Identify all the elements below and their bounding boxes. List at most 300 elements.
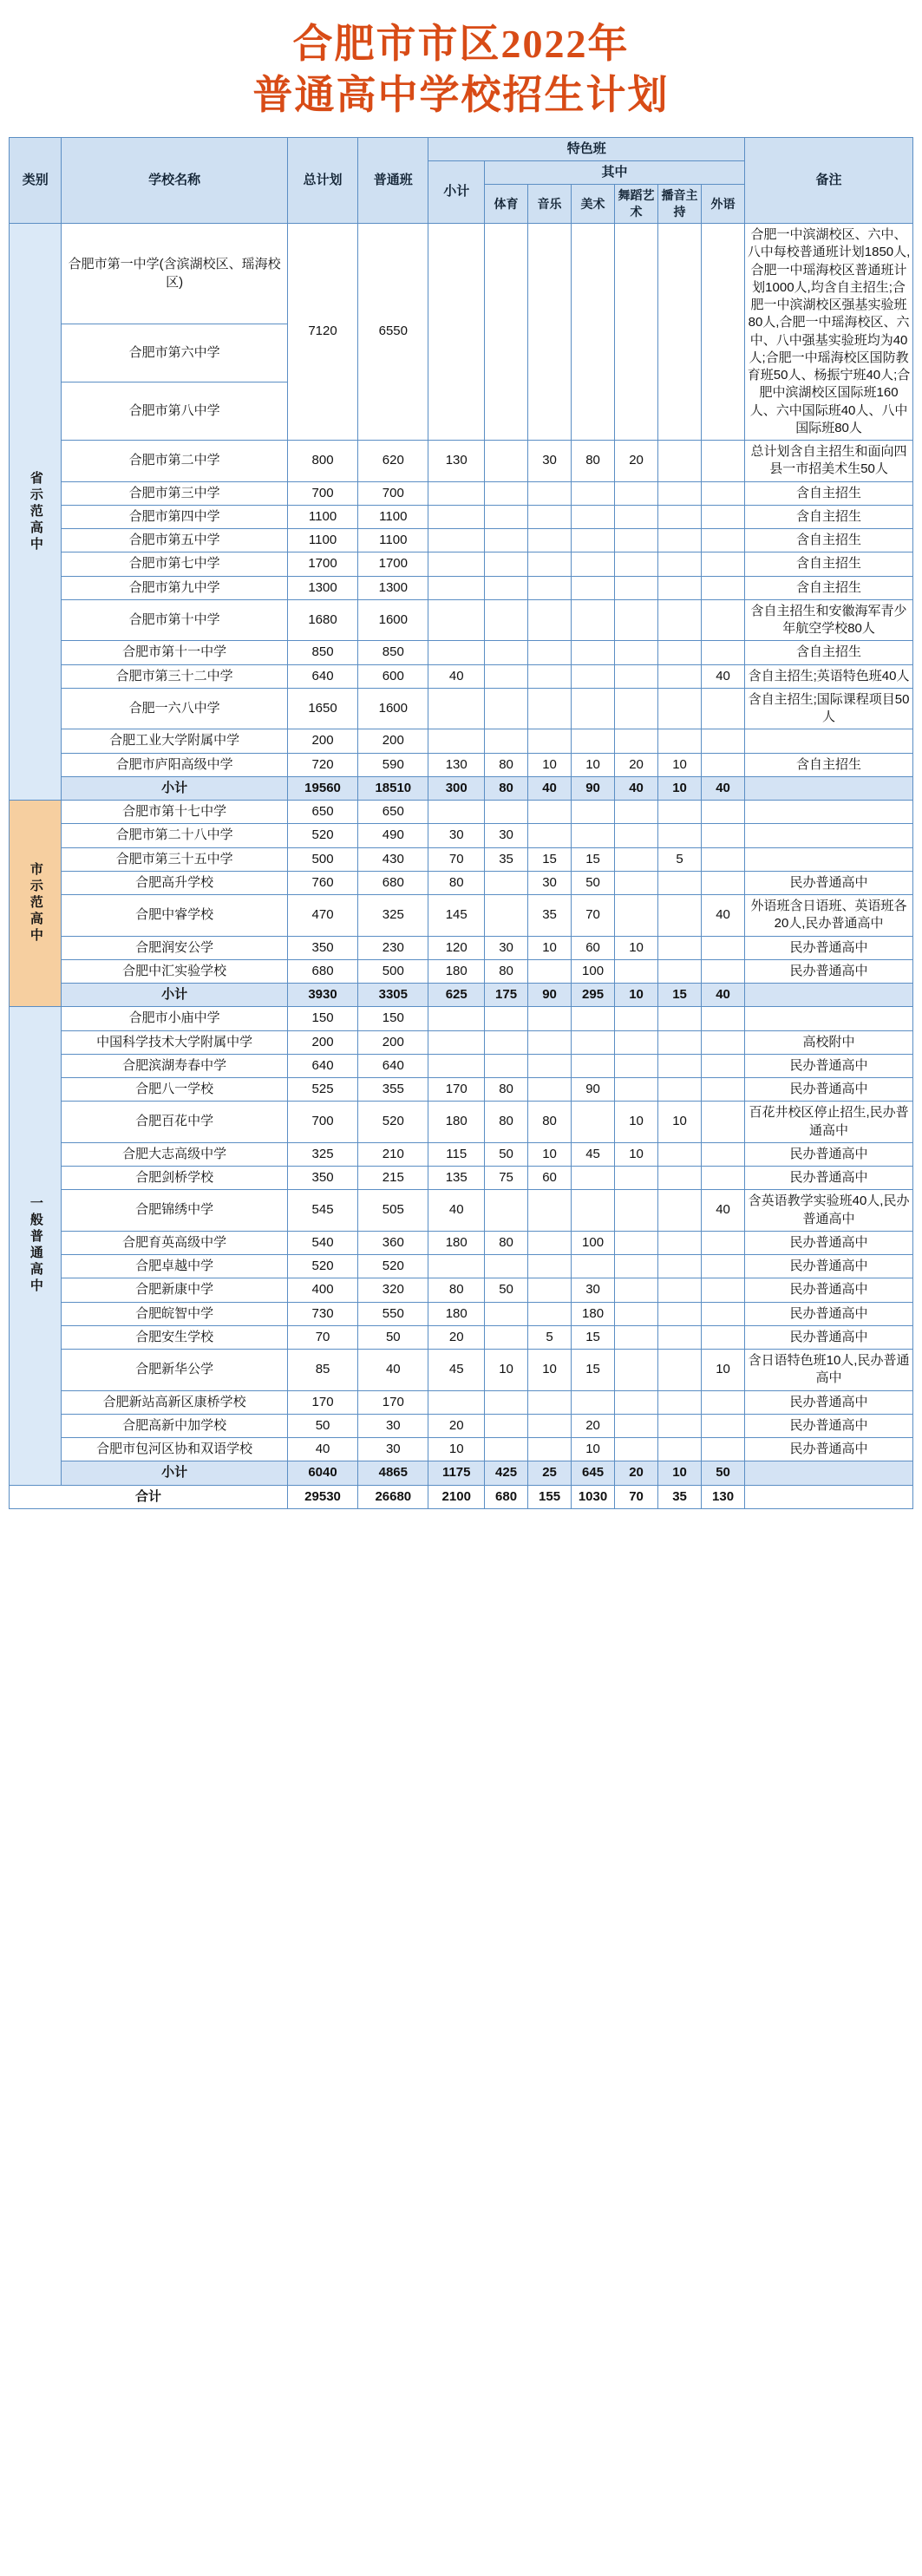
value-normal: 490 (358, 824, 428, 847)
table-row (10, 1438, 913, 1461)
value-total: 1100 (287, 529, 357, 552)
school-name: 合肥锦绣中学 (62, 1190, 287, 1232)
value-host (658, 729, 702, 753)
value-art: 30 (572, 1278, 615, 1302)
note-cell (745, 729, 913, 753)
value-subtotal: 20 (428, 1414, 485, 1437)
value-subtotal: 40 (428, 664, 485, 688)
subtotal-note (745, 984, 913, 1007)
value-subtotal (428, 552, 485, 576)
value-music (528, 224, 572, 441)
school-name: 合肥中睿学校 (62, 895, 287, 937)
value-foreign (702, 441, 745, 482)
school-name: 合肥育英高级中学 (62, 1231, 287, 1254)
value-normal: 150 (358, 1007, 428, 1030)
value-host (658, 688, 702, 729)
note-cell: 民办普通高中 (745, 1325, 913, 1349)
value-normal: 200 (358, 729, 428, 753)
subtotal-total: 19560 (287, 776, 357, 800)
value-subtotal: 40 (428, 1190, 485, 1232)
value-art: 90 (572, 1078, 615, 1102)
table-row (10, 552, 913, 576)
school-name: 合肥市第八中学 (62, 382, 287, 441)
table-row (10, 441, 913, 482)
table-row (10, 1390, 913, 1414)
value-normal: 1600 (358, 688, 428, 729)
value-art (572, 599, 615, 641)
value-total: 40 (287, 1438, 357, 1461)
value-subtotal (428, 505, 485, 528)
school-name: 合肥百花中学 (62, 1102, 287, 1143)
value-total: 760 (287, 871, 357, 894)
grand-total-foreign: 130 (702, 1485, 745, 1508)
value-music: 80 (528, 1102, 572, 1143)
school-name: 合肥市第十中学 (62, 599, 287, 641)
value-subtotal: 135 (428, 1167, 485, 1190)
value-sport (485, 529, 528, 552)
value-music (528, 641, 572, 664)
value-total: 1100 (287, 505, 357, 528)
value-host (658, 1438, 702, 1461)
note-cell: 民办普通高中 (745, 1054, 913, 1077)
value-host (658, 552, 702, 576)
value-music: 10 (528, 1142, 572, 1166)
subtotal-music: 25 (528, 1461, 572, 1485)
value-normal: 520 (358, 1102, 428, 1143)
value-dance (615, 1190, 658, 1232)
subtotal-art: 295 (572, 984, 615, 1007)
value-foreign (702, 1167, 745, 1190)
subtotal-music: 40 (528, 776, 572, 800)
value-normal: 50 (358, 1325, 428, 1349)
value-foreign (702, 1255, 745, 1278)
th-foreign: 外语 (702, 185, 745, 224)
value-normal: 520 (358, 1255, 428, 1278)
value-foreign: 40 (702, 1190, 745, 1232)
value-foreign (702, 1231, 745, 1254)
table-row (10, 1278, 913, 1302)
value-music: 10 (528, 1350, 572, 1391)
note-cell: 民办普通高中 (745, 936, 913, 959)
value-foreign (702, 871, 745, 894)
value-music (528, 505, 572, 528)
value-host (658, 1078, 702, 1102)
value-host (658, 895, 702, 937)
value-foreign (702, 641, 745, 664)
value-sport (485, 729, 528, 753)
value-host (658, 1231, 702, 1254)
value-total: 400 (287, 1278, 357, 1302)
value-normal: 30 (358, 1414, 428, 1437)
value-dance (615, 959, 658, 983)
school-name: 合肥新站高新区康桥学校 (62, 1390, 287, 1414)
table-row (10, 505, 913, 528)
value-foreign (702, 688, 745, 729)
value-dance: 10 (615, 1142, 658, 1166)
subtotal-sport: 175 (485, 984, 528, 1007)
value-foreign (702, 481, 745, 505)
value-subtotal (428, 1054, 485, 1077)
value-music: 30 (528, 871, 572, 894)
value-subtotal: 70 (428, 847, 485, 871)
th-subtotal: 小计 (428, 161, 485, 224)
value-host (658, 1390, 702, 1414)
value-dance (615, 1231, 658, 1254)
value-foreign (702, 1142, 745, 1166)
school-name: 合肥市包河区协和双语学校 (62, 1438, 287, 1461)
table-row (10, 1255, 913, 1278)
value-host (658, 1030, 702, 1054)
value-host (658, 936, 702, 959)
grand-total-label: 合计 (10, 1485, 288, 1508)
table-row (10, 1190, 913, 1232)
value-normal: 170 (358, 1390, 428, 1414)
value-normal: 620 (358, 441, 428, 482)
value-normal: 320 (358, 1278, 428, 1302)
th-sport: 体育 (485, 185, 528, 224)
note-cell: 总计划含自主招生和面向四县一市招美术生50人 (745, 441, 913, 482)
value-subtotal (428, 224, 485, 441)
value-subtotal: 180 (428, 1302, 485, 1325)
value-music (528, 801, 572, 824)
note-cell: 民办普通高中 (745, 1078, 913, 1102)
note-cell: 含自主招生 (745, 753, 913, 776)
value-sport: 50 (485, 1142, 528, 1166)
value-dance: 10 (615, 936, 658, 959)
value-foreign (702, 801, 745, 824)
grand-total-subtotal: 2100 (428, 1485, 485, 1508)
value-host (658, 1167, 702, 1190)
value-sport (485, 895, 528, 937)
school-name: 合肥新康中学 (62, 1278, 287, 1302)
value-host (658, 599, 702, 641)
value-dance (615, 824, 658, 847)
title-line-1: 合肥市市区2022年 (292, 22, 630, 66)
value-art (572, 1054, 615, 1077)
value-art: 50 (572, 871, 615, 894)
note-cell: 含英语教学实验班40人,民办普通高中 (745, 1190, 913, 1232)
value-sport (485, 441, 528, 482)
subtotal-total: 3930 (287, 984, 357, 1007)
school-name: 合肥高新中加学校 (62, 1414, 287, 1437)
value-subtotal (428, 1030, 485, 1054)
value-total: 520 (287, 824, 357, 847)
table-row (10, 1054, 913, 1077)
value-subtotal: 115 (428, 1142, 485, 1166)
value-host: 10 (658, 753, 702, 776)
value-sport: 30 (485, 936, 528, 959)
value-foreign (702, 1414, 745, 1437)
school-name: 合肥市第三十二中学 (62, 664, 287, 688)
value-dance (615, 1030, 658, 1054)
value-art (572, 1007, 615, 1030)
value-art: 100 (572, 959, 615, 983)
value-music (528, 1231, 572, 1254)
table-row (10, 1414, 913, 1437)
subtotal-sport: 80 (485, 776, 528, 800)
school-name: 合肥市第十一中学 (62, 641, 287, 664)
value-dance: 20 (615, 753, 658, 776)
value-music (528, 1190, 572, 1232)
subtotal-dance: 20 (615, 1461, 658, 1485)
value-music (528, 1054, 572, 1077)
subtotal-sport: 425 (485, 1461, 528, 1485)
value-sport (485, 1255, 528, 1278)
value-sport (485, 1438, 528, 1461)
value-sport (485, 1302, 528, 1325)
value-art (572, 505, 615, 528)
th-category: 类别 (10, 137, 62, 223)
value-art (572, 801, 615, 824)
subtotal-subtotal: 625 (428, 984, 485, 1007)
value-foreign (702, 1030, 745, 1054)
value-music (528, 824, 572, 847)
value-foreign (702, 1302, 745, 1325)
value-subtotal: 80 (428, 1278, 485, 1302)
value-normal: 210 (358, 1142, 428, 1166)
value-subtotal (428, 729, 485, 753)
value-total: 800 (287, 441, 357, 482)
subtotal-host: 10 (658, 1461, 702, 1485)
note-cell: 含自主招生 (745, 641, 913, 664)
value-subtotal (428, 529, 485, 552)
value-music (528, 1302, 572, 1325)
category-label: 一般普通高中 (10, 1007, 62, 1485)
subtotal-subtotal: 1175 (428, 1461, 485, 1485)
value-subtotal: 120 (428, 936, 485, 959)
note-cell: 民办普通高中 (745, 1438, 913, 1461)
value-music (528, 688, 572, 729)
school-name: 合肥市第六中学 (62, 324, 287, 382)
value-foreign (702, 599, 745, 641)
value-normal: 1600 (358, 599, 428, 641)
table-row (10, 1142, 913, 1166)
value-total: 7120 (287, 224, 357, 441)
value-normal: 200 (358, 1030, 428, 1054)
value-music (528, 1390, 572, 1414)
value-normal: 650 (358, 801, 428, 824)
note-cell: 含自主招生 (745, 481, 913, 505)
note-cell: 民办普通高中 (745, 1167, 913, 1190)
value-host (658, 959, 702, 983)
subtotal-normal: 18510 (358, 776, 428, 800)
value-foreign (702, 936, 745, 959)
value-sport: 50 (485, 1278, 528, 1302)
value-sport (485, 1325, 528, 1349)
subtotal-row (10, 1461, 913, 1485)
value-normal: 1100 (358, 505, 428, 528)
table-row (10, 753, 913, 776)
subtotal-art: 645 (572, 1461, 615, 1485)
table-row (10, 481, 913, 505)
value-host (658, 1190, 702, 1232)
value-art: 80 (572, 441, 615, 482)
title-line-2: 普通高中学校招生计划 (252, 72, 670, 117)
value-sport: 30 (485, 824, 528, 847)
value-subtotal (428, 1390, 485, 1414)
value-music: 35 (528, 895, 572, 937)
note-cell: 含日语特色班10人,民办普通高中 (745, 1350, 913, 1391)
value-music (528, 1007, 572, 1030)
value-subtotal (428, 1255, 485, 1278)
value-foreign (702, 1054, 745, 1077)
value-dance (615, 1350, 658, 1391)
value-subtotal (428, 641, 485, 664)
value-art: 100 (572, 1231, 615, 1254)
value-dance (615, 481, 658, 505)
value-music (528, 481, 572, 505)
table-row (10, 1102, 913, 1143)
value-foreign (702, 1390, 745, 1414)
value-total: 1650 (287, 688, 357, 729)
grand-total-art: 1030 (572, 1485, 615, 1508)
value-foreign (702, 505, 745, 528)
note-cell: 民办普通高中 (745, 959, 913, 983)
value-sport (485, 1390, 528, 1414)
value-host (658, 801, 702, 824)
value-foreign (702, 1325, 745, 1349)
value-total: 85 (287, 1350, 357, 1391)
value-normal: 230 (358, 936, 428, 959)
note-cell (745, 847, 913, 871)
value-art (572, 824, 615, 847)
value-sport: 75 (485, 1167, 528, 1190)
value-foreign (702, 753, 745, 776)
value-host (658, 481, 702, 505)
school-name: 合肥市第二十八中学 (62, 824, 287, 847)
subtotal-note (745, 1461, 913, 1485)
value-art (572, 1255, 615, 1278)
value-sport (485, 1414, 528, 1437)
value-dance (615, 1255, 658, 1278)
table-row (10, 1078, 913, 1102)
value-normal: 1300 (358, 576, 428, 599)
value-art (572, 224, 615, 441)
school-name: 合肥市第一中学(含滨湖校区、瑶海校区) (62, 224, 287, 324)
school-name: 合肥市第二中学 (62, 441, 287, 482)
grand-total-note (745, 1485, 913, 1508)
value-dance (615, 729, 658, 753)
th-normal-class: 普通班 (358, 137, 428, 223)
value-sport (485, 641, 528, 664)
value-subtotal: 45 (428, 1350, 485, 1391)
value-foreign (702, 576, 745, 599)
note-cell: 民办普通高中 (745, 1142, 913, 1166)
value-total: 640 (287, 1054, 357, 1077)
value-total: 730 (287, 1302, 357, 1325)
note-cell: 民办普通高中 (745, 1414, 913, 1437)
value-total: 540 (287, 1231, 357, 1254)
table-row (10, 599, 913, 641)
value-host (658, 1302, 702, 1325)
value-normal: 640 (358, 1054, 428, 1077)
value-total: 500 (287, 847, 357, 871)
subtotal-art: 90 (572, 776, 615, 800)
value-host (658, 224, 702, 441)
value-music (528, 1078, 572, 1102)
note-cell: 民办普通高中 (745, 1255, 913, 1278)
value-music: 10 (528, 753, 572, 776)
value-music (528, 664, 572, 688)
note-cell (745, 1007, 913, 1030)
table-row (10, 529, 913, 552)
note-cell: 含自主招生 (745, 576, 913, 599)
value-dance (615, 641, 658, 664)
value-sport: 35 (485, 847, 528, 871)
category-label: 省示范高中 (10, 224, 62, 801)
value-host (658, 641, 702, 664)
value-total: 1680 (287, 599, 357, 641)
value-art: 60 (572, 936, 615, 959)
grand-total-row (10, 1485, 913, 1508)
value-dance (615, 688, 658, 729)
value-sport: 80 (485, 959, 528, 983)
subtotal-dance: 40 (615, 776, 658, 800)
note-cell: 含自主招生 (745, 505, 913, 528)
value-sport (485, 1030, 528, 1054)
grand-total-music: 155 (528, 1485, 572, 1508)
value-sport (485, 1190, 528, 1232)
value-subtotal: 20 (428, 1325, 485, 1349)
value-total: 470 (287, 895, 357, 937)
value-art: 45 (572, 1142, 615, 1166)
value-subtotal: 170 (428, 1078, 485, 1102)
category-label: 市示范高中 (10, 801, 62, 1007)
value-host (658, 1350, 702, 1391)
table-row (10, 1007, 913, 1030)
grand-total-total: 29530 (287, 1485, 357, 1508)
note-cell (745, 824, 913, 847)
value-host: 5 (658, 847, 702, 871)
value-dance (615, 801, 658, 824)
grand-total-host: 35 (658, 1485, 702, 1508)
school-name: 合肥一六八中学 (62, 688, 287, 729)
school-name: 合肥市第十七中学 (62, 801, 287, 824)
value-total: 545 (287, 1190, 357, 1232)
value-dance (615, 1325, 658, 1349)
value-subtotal: 80 (428, 871, 485, 894)
school-name: 合肥工业大学附属中学 (62, 729, 287, 753)
value-music (528, 729, 572, 753)
note-cell: 高校附中 (745, 1030, 913, 1054)
value-art (572, 664, 615, 688)
th-note: 备注 (745, 137, 913, 223)
value-art (572, 1102, 615, 1143)
value-dance (615, 552, 658, 576)
value-subtotal: 180 (428, 959, 485, 983)
value-art (572, 688, 615, 729)
value-total: 850 (287, 641, 357, 664)
school-name: 合肥市第三十五中学 (62, 847, 287, 871)
value-foreign (702, 529, 745, 552)
value-normal: 505 (358, 1190, 428, 1232)
table-row (10, 959, 913, 983)
value-host (658, 529, 702, 552)
school-name: 合肥市第四中学 (62, 505, 287, 528)
page-title (0, 0, 922, 137)
school-name: 合肥市第三中学 (62, 481, 287, 505)
value-host (658, 1054, 702, 1077)
value-art (572, 641, 615, 664)
value-total: 1300 (287, 576, 357, 599)
value-dance (615, 895, 658, 937)
value-music (528, 529, 572, 552)
table-row (10, 824, 913, 847)
value-total: 700 (287, 1102, 357, 1143)
school-name: 合肥市第九中学 (62, 576, 287, 599)
school-name: 合肥滨湖寿春中学 (62, 1054, 287, 1077)
value-total: 150 (287, 1007, 357, 1030)
